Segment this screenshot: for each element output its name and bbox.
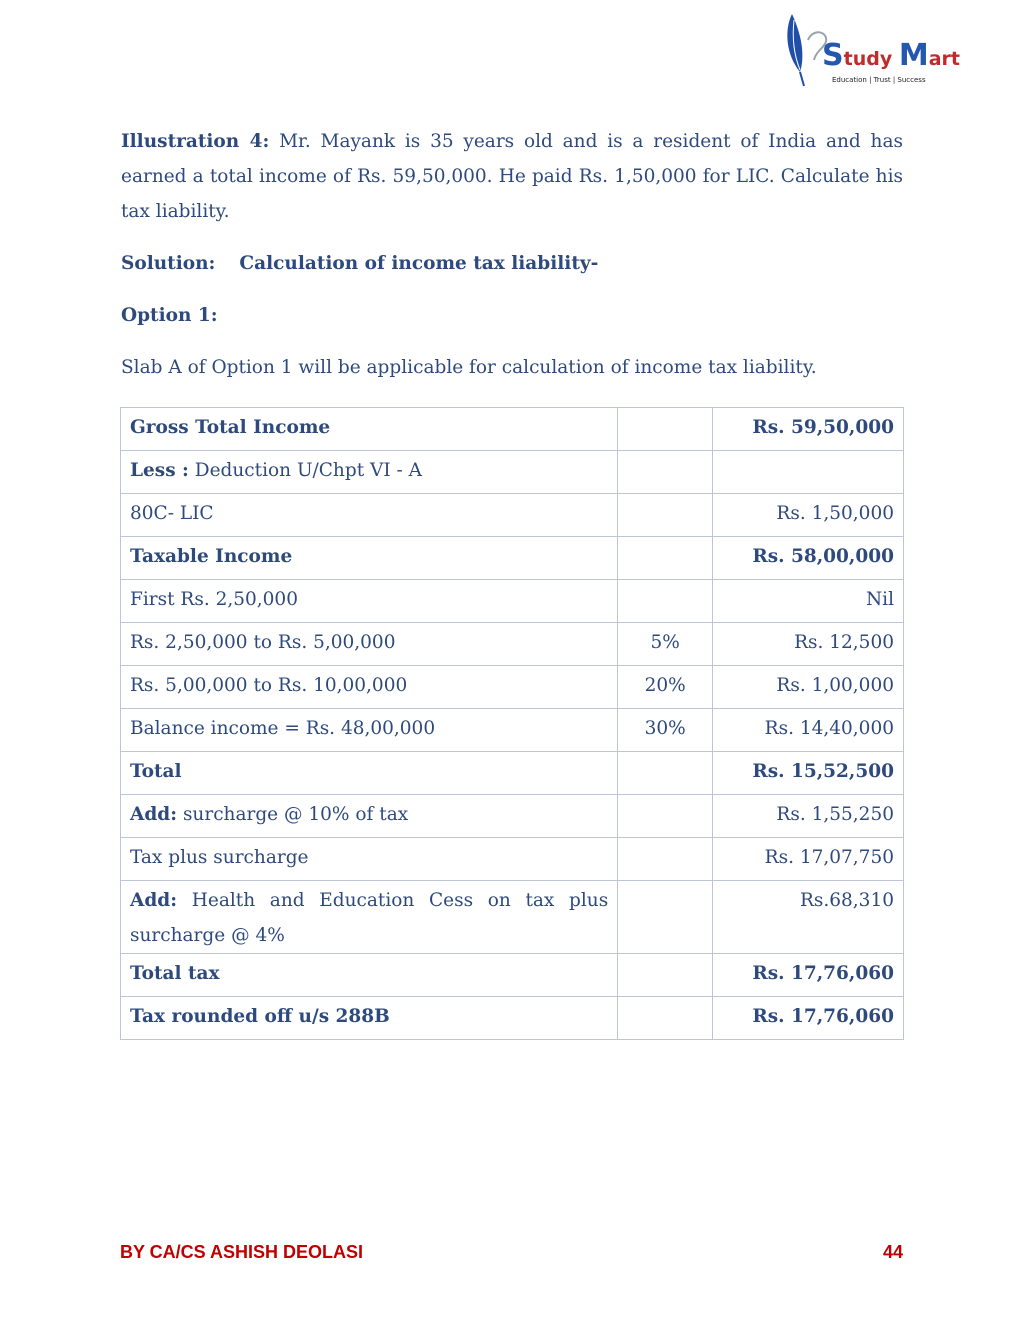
row-rate-cell	[618, 997, 713, 1040]
row-rate-cell	[618, 752, 713, 795]
row-rate-cell: 5%	[618, 623, 713, 666]
row-label-cell	[121, 666, 618, 709]
row-amount-cell: Rs. 15,52,500	[713, 752, 904, 795]
illustration-label: Illustration 4:	[121, 131, 270, 152]
table-row	[121, 881, 904, 954]
row-label: Total tax	[130, 963, 220, 984]
table-body	[121, 408, 904, 1040]
table-row	[121, 580, 904, 623]
table-row	[121, 838, 904, 881]
row-label: First Rs. 2,50,000	[130, 589, 298, 610]
logo-letter-s: S	[822, 38, 844, 73]
table-row	[121, 666, 904, 709]
row-rate-cell	[618, 881, 713, 954]
row-amount-cell: Rs. 1,50,000	[713, 494, 904, 537]
row-amount-cell: Rs. 12,500	[713, 623, 904, 666]
row-label-prefix: Add:	[130, 890, 178, 911]
row-label: Tax plus surcharge	[130, 847, 309, 868]
table-row	[121, 795, 904, 838]
row-amount-cell: Rs. 1,00,000	[713, 666, 904, 709]
row-label-cell	[121, 954, 618, 997]
row-rate-cell	[618, 408, 713, 451]
row-rate-cell	[618, 795, 713, 838]
option-heading: Option 1:	[121, 305, 218, 326]
logo-tagline: Education | Trust | Success	[832, 76, 926, 84]
row-amount-cell: Rs. 1,55,250	[713, 795, 904, 838]
table-row	[121, 709, 904, 752]
logo-wordmark	[822, 38, 960, 73]
row-label: Rs. 2,50,000 to Rs. 5,00,000	[130, 632, 396, 653]
row-label-cell	[121, 795, 618, 838]
row-label: Balance income = Rs. 48,00,000	[130, 718, 436, 739]
logo-word-art: art	[928, 48, 960, 70]
footer-page-number: 44	[882, 1242, 903, 1262]
table-row	[121, 752, 904, 795]
illustration-text: Mr. Mayank is 35 years old and is a resident of India and has earned a total income of Rs. 59,50,000. He paid Rs. 1,50,000 for LIC. Calculate his tax liability.	[121, 131, 903, 222]
row-rate-cell	[618, 580, 713, 623]
row-rate-cell	[618, 451, 713, 494]
table-row	[121, 537, 904, 580]
row-label: Gross Total Income	[130, 417, 331, 438]
solution-label: Solution:	[121, 253, 216, 274]
table-row	[121, 623, 904, 666]
row-amount-cell: Rs. 17,76,060	[713, 997, 904, 1040]
row-label-cell	[121, 752, 618, 795]
row-amount-cell: Nil	[713, 580, 904, 623]
row-amount-cell: Rs. 17,07,750	[713, 838, 904, 881]
row-label-prefix: Less :	[130, 460, 189, 481]
table-row	[121, 408, 904, 451]
solution-title: Calculation of income tax liability-	[239, 253, 599, 274]
footer-author: BY CA/CS ASHISH DEOLASI	[120, 1242, 364, 1262]
row-label: Rs. 5,00,000 to Rs. 10,00,000	[130, 675, 408, 696]
main-content	[121, 124, 903, 385]
row-label: Health and Education Cess on tax plus surcharge @ 4%	[130, 890, 609, 946]
row-amount-cell: Rs. 58,00,000	[713, 537, 904, 580]
row-rate-cell	[618, 954, 713, 997]
row-label-cell	[121, 838, 618, 881]
row-label-cell	[121, 494, 618, 537]
row-rate-cell	[618, 537, 713, 580]
row-label: surcharge @ 10% of tax	[177, 804, 409, 825]
row-label: 80C- LIC	[130, 503, 214, 524]
row-rate-cell	[618, 494, 713, 537]
row-label: Total	[130, 761, 182, 782]
tax-calculation-table	[120, 407, 904, 1040]
row-amount-cell: Rs. 14,40,000	[713, 709, 904, 752]
row-amount-cell: Rs. 17,76,060	[713, 954, 904, 997]
row-label-cell	[121, 451, 618, 494]
table-row	[121, 451, 904, 494]
table-row	[121, 954, 904, 997]
row-amount-cell: Rs. 59,50,000	[713, 408, 904, 451]
logo-letter-m: M	[898, 38, 929, 73]
row-rate-cell	[618, 838, 713, 881]
row-label: Tax rounded off u/s 288B	[130, 1006, 390, 1027]
studymart-logo	[782, 10, 962, 90]
row-label: Taxable Income	[130, 546, 293, 567]
row-label: Deduction U/Chpt VI - A	[188, 460, 423, 481]
row-label-cell	[121, 537, 618, 580]
solution-heading	[121, 246, 903, 281]
row-label-cell	[121, 408, 618, 451]
row-rate-cell: 20%	[618, 666, 713, 709]
row-label-prefix: Add:	[130, 804, 178, 825]
table-row	[121, 494, 904, 537]
row-amount-cell	[713, 451, 904, 494]
logo-word-tudy: tudy	[843, 48, 899, 70]
row-label-cell	[121, 997, 618, 1040]
row-label-cell	[121, 881, 618, 954]
illustration-paragraph	[121, 124, 903, 229]
row-amount-cell: Rs.68,310	[713, 881, 904, 954]
row-rate-cell: 30%	[618, 709, 713, 752]
row-label-cell	[121, 709, 618, 752]
row-label-cell	[121, 580, 618, 623]
row-label-cell	[121, 623, 618, 666]
slab-description: Slab A of Option 1 will be applicable for calculation of income tax liability.	[121, 357, 817, 378]
table-row	[121, 997, 904, 1040]
